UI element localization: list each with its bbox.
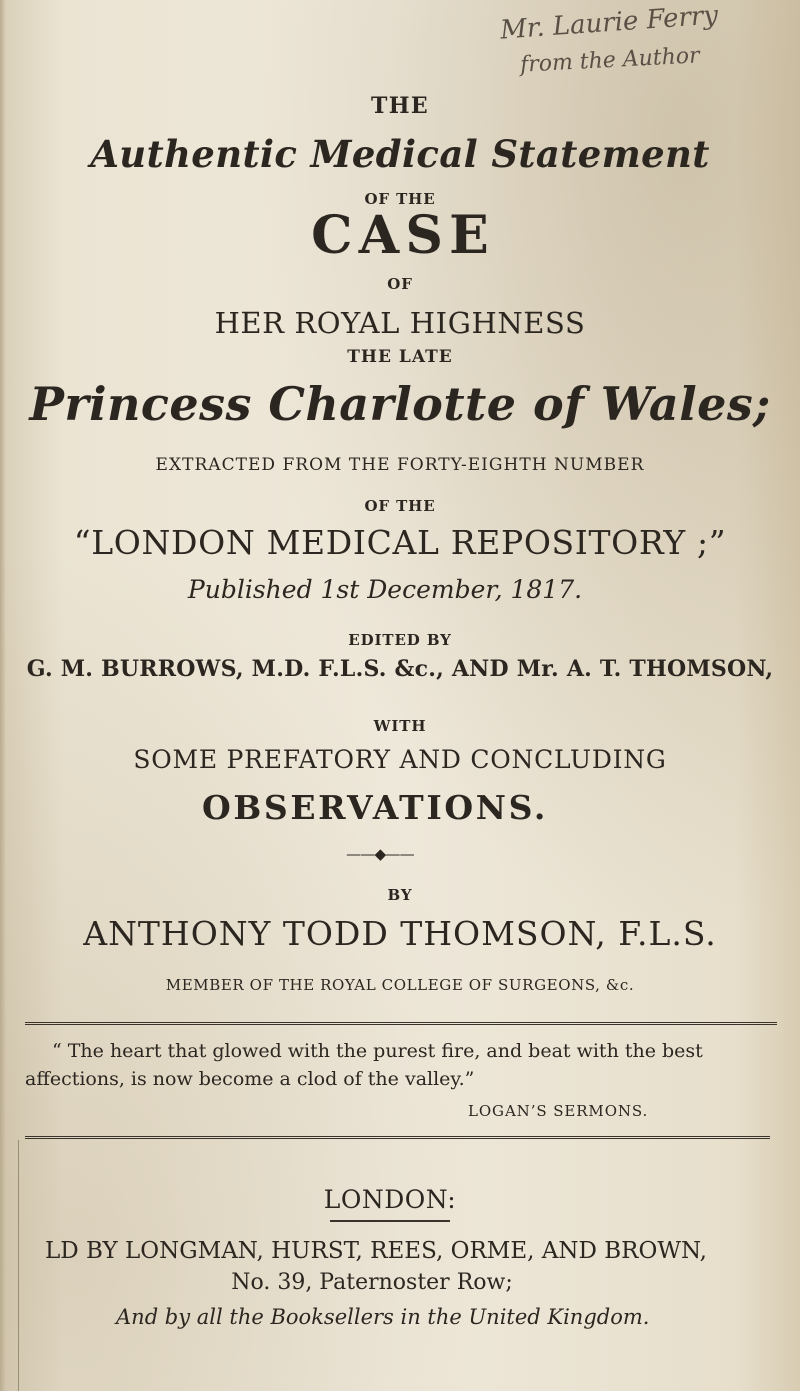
- title-by: BY: [387, 886, 413, 904]
- handwritten-inscription-line1: Mr. Laurie Ferry: [499, 0, 719, 46]
- title-authentic-medical-statement: Authentic Medical Statement: [90, 132, 710, 176]
- title-edited-by: EDITED BY: [348, 631, 452, 649]
- epigraph-line2: affections, is now become a clod of the valley.”: [25, 1068, 475, 1090]
- epigraph-attribution: LOGAN’S SERMONS.: [468, 1102, 649, 1120]
- title-of-the-2: OF THE: [364, 497, 436, 515]
- title-the: THE: [371, 93, 429, 119]
- title-editors: G. M. BURROWS, M.D. F.L.S. &c., AND Mr. A. T. THOMSON,: [26, 656, 774, 682]
- title-princess-charlotte: Princess Charlotte of Wales;: [29, 377, 771, 431]
- imprint-printed-by: LD BY LONGMAN, HURST, REES, ORME, AND BROWN,: [45, 1238, 707, 1264]
- epigraph-line1: “ The heart that glowed with the purest fire, and beat with the best: [52, 1040, 703, 1062]
- title-of-the-1: OF THE: [364, 190, 436, 208]
- title-the-late: THE LATE: [347, 347, 453, 367]
- title-london-medical-repository: “LONDON MEDICAL REPOSITORY ;”: [73, 523, 727, 562]
- rule-top: [25, 1022, 777, 1025]
- imprint-booksellers: And by all the Booksellers in the United Kingdom.: [116, 1305, 650, 1329]
- page-fold-line: [18, 1140, 19, 1391]
- title-some-prefatory: SOME PREFATORY AND CONCLUDING: [133, 745, 667, 774]
- title-her-royal-highness: HER ROYAL HIGHNESS: [214, 306, 586, 340]
- title-case: CASE: [311, 205, 496, 266]
- title-with: WITH: [373, 717, 427, 735]
- title-published-date: Published 1st December, 1817.: [187, 575, 583, 604]
- ornament-divider: ——◆——: [346, 845, 414, 863]
- title-extracted: EXTRACTED FROM THE FORTY-EIGHTH NUMBER: [155, 455, 645, 475]
- title-observations: OBSERVATIONS.: [201, 788, 549, 827]
- title-of: OF: [387, 275, 413, 293]
- imprint-rule: [330, 1220, 450, 1222]
- author-name: ANTHONY TODD THOMSON, F.L.S.: [83, 914, 717, 953]
- rule-bottom: [25, 1136, 770, 1139]
- author-credentials: MEMBER OF THE ROYAL COLLEGE OF SURGEONS, &c.: [165, 976, 635, 994]
- imprint-address: No. 39, Paternoster Row;: [231, 1270, 513, 1295]
- imprint-city: LONDON:: [323, 1185, 457, 1214]
- handwritten-inscription-line2: from the Author: [519, 43, 701, 78]
